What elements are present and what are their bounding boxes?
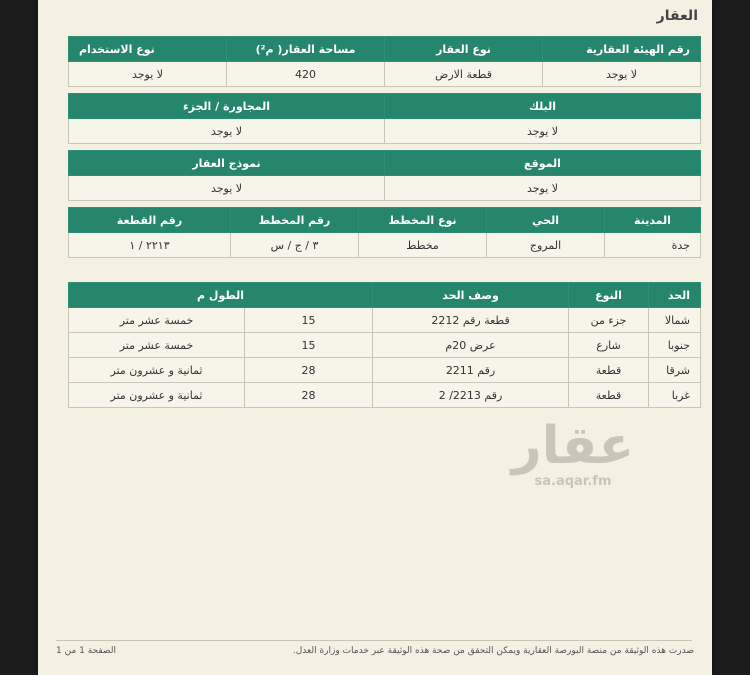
boundary-desc: عرض 20م <box>373 333 569 358</box>
boundary-length: 15 <box>245 308 373 333</box>
section-title: العقار <box>656 8 698 24</box>
property-header-row-3 <box>69 151 701 176</box>
header-plan-type: نوع المخطط <box>359 208 487 233</box>
value-plot-number: ٢٢١٣ / ١ <box>69 233 231 258</box>
table-row <box>69 308 701 333</box>
header-location: الموقع <box>385 151 701 176</box>
header-area: مساحة العقار( م²) <box>227 37 385 62</box>
boundary-type: قطعة <box>569 358 649 383</box>
plan-value-row <box>69 233 701 258</box>
header-length: الطول م <box>69 283 373 308</box>
value-property-type: قطعة الارض <box>385 62 543 87</box>
aqar-logo: عقار <box>511 416 635 476</box>
value-city: جدة <box>605 233 701 258</box>
boundary-type: قطعة <box>569 383 649 408</box>
header-neighborhood-part: المجاورة / الجزء <box>69 94 385 119</box>
value-registry-number: لا يوجد <box>543 62 701 87</box>
watermark <box>498 416 648 489</box>
header-block: البلك <box>385 94 701 119</box>
table-row <box>69 383 701 408</box>
header-property-type: نوع العقار <box>385 37 543 62</box>
boundary-length: 28 <box>245 358 373 383</box>
boundary-desc: رقم 2213/ 2 <box>373 383 569 408</box>
boundary-length-words: خمسة عشر متر <box>69 308 245 333</box>
boundary-length: 28 <box>245 383 373 408</box>
document-page <box>38 0 712 675</box>
boundary-length: 15 <box>245 333 373 358</box>
value-district: المروج <box>487 233 605 258</box>
header-boundary-type: النوع <box>569 283 649 308</box>
boundary-desc: قطعة رقم 2212 <box>373 308 569 333</box>
header-plan-number: رقم المخطط <box>231 208 359 233</box>
property-value-row-1 <box>69 62 701 87</box>
boundary-length-words: خمسة عشر متر <box>69 333 245 358</box>
boundary-type: شارع <box>569 333 649 358</box>
plan-table <box>68 207 701 258</box>
header-plot-number: رقم القطعة <box>69 208 231 233</box>
boundary-length-words: ثمانية و عشرون متر <box>69 358 245 383</box>
boundary-desc: رقم 2211 <box>373 358 569 383</box>
boundary-type: جزء من <box>569 308 649 333</box>
value-property-model: لا يوجد <box>69 176 385 201</box>
value-plan-type: مخطط <box>359 233 487 258</box>
header-boundary: الحد <box>649 283 701 308</box>
boundaries-header-row <box>69 283 701 308</box>
boundary-side: شرقا <box>649 358 701 383</box>
value-usage-type: لا يوجد <box>69 62 227 87</box>
header-boundary-desc: وصف الحد <box>373 283 569 308</box>
boundary-side: شمالا <box>649 308 701 333</box>
footer-divider <box>56 640 692 641</box>
header-registry-number: رقم الهيئة العقارية <box>543 37 701 62</box>
property-header-row-2 <box>69 94 701 119</box>
boundary-side: غربا <box>649 383 701 408</box>
value-location: لا يوجد <box>385 176 701 201</box>
value-block: لا يوجد <box>385 119 701 144</box>
plan-header-row <box>69 208 701 233</box>
property-value-row-2 <box>69 119 701 144</box>
footer-note: صدرت هذه الوثيقة من منصة البورصة العقارية ويمكن التحقق من صحة هذه الوثيقة عبر خدمات وزارة العدل. <box>292 646 694 656</box>
table-row <box>69 358 701 383</box>
header-city: المدينة <box>605 208 701 233</box>
value-plan-number: ٣ / ج / س <box>231 233 359 258</box>
page-number: الصفحة 1 من 1 <box>56 646 116 656</box>
boundary-length-words: ثمانية و عشرون متر <box>69 383 245 408</box>
header-usage-type: نوع الاستخدام <box>69 37 227 62</box>
value-neighborhood-part: لا يوجد <box>69 119 385 144</box>
boundaries-table <box>68 282 701 408</box>
header-district: الحي <box>487 208 605 233</box>
table-row <box>69 333 701 358</box>
boundary-side: جنوبا <box>649 333 701 358</box>
property-value-row-3 <box>69 176 701 201</box>
aqar-url: sa.aqar.fm <box>534 474 612 489</box>
property-header-row-1 <box>69 37 701 62</box>
property-table <box>68 36 701 201</box>
value-area: 420 <box>227 62 385 87</box>
header-property-model: نموذج العقار <box>69 151 385 176</box>
